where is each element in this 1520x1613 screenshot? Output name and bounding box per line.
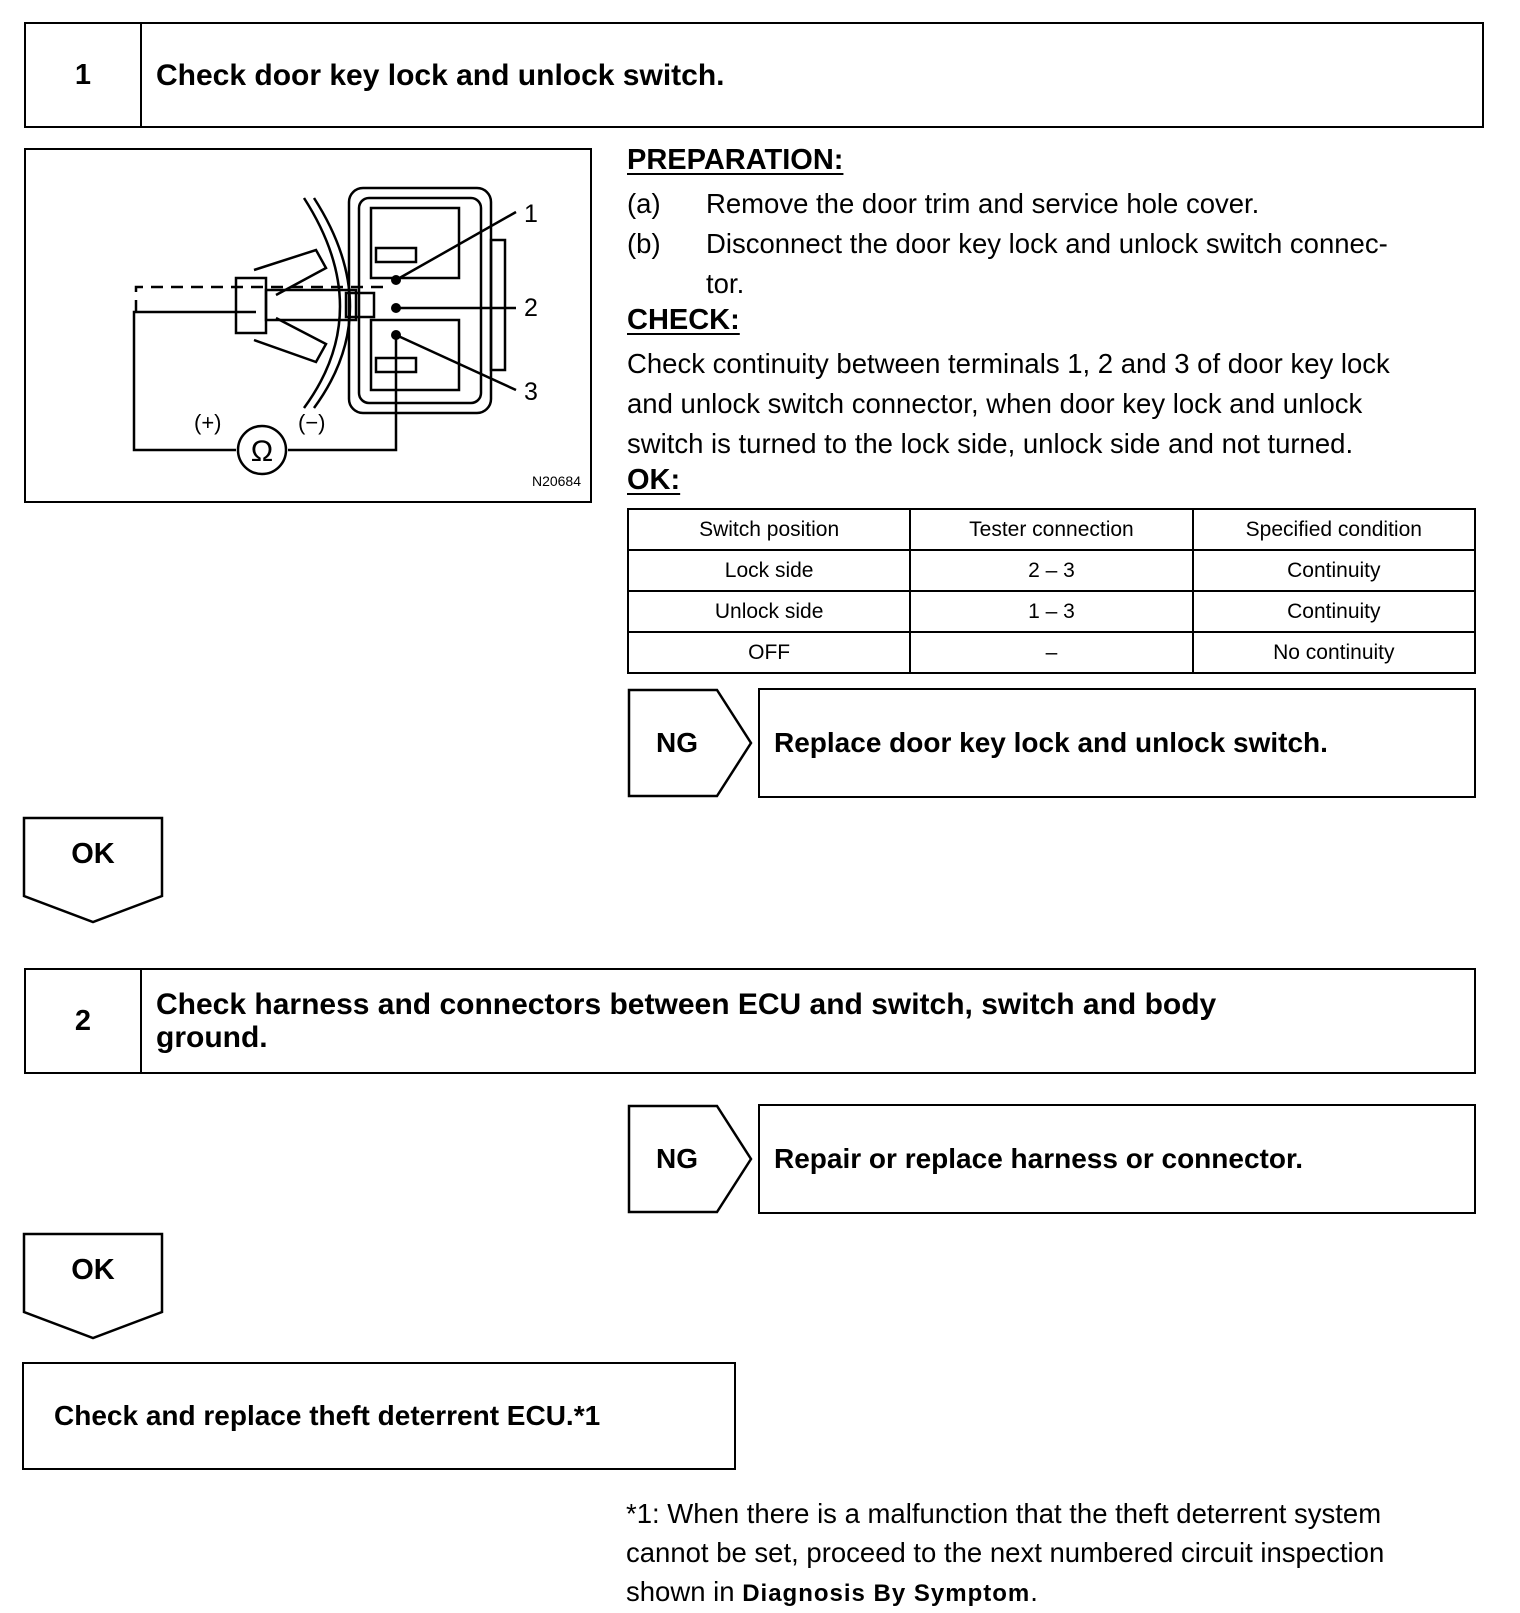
table-cell: – — [910, 632, 1192, 673]
terminal-label-2: 2 — [524, 294, 538, 322]
table-header: Switch position — [628, 509, 910, 550]
table-header: Specified condition — [1193, 509, 1475, 550]
ohm-symbol: Ω — [250, 435, 274, 468]
plus-label: (+) — [194, 410, 222, 435]
ok-arrow-shape — [22, 816, 164, 926]
ng-1-action: Replace door key lock and unlock switch. — [758, 688, 1476, 798]
prep-item-b-marker: (b) — [627, 228, 661, 259]
ok-1-label: OK — [71, 838, 115, 870]
terminal-label-3: 3 — [524, 378, 538, 406]
step-1-number: 1 — [26, 24, 142, 126]
minus-label: (−) — [298, 410, 326, 435]
table-row — [628, 550, 1475, 591]
check-text-line-3: switch is turned to the lock side, unlock side and not turned. — [627, 428, 1354, 459]
check-heading: CHECK: — [627, 304, 740, 336]
footnote-line-3-suffix: . — [1030, 1576, 1038, 1607]
step-2-title — [156, 970, 1454, 1072]
prep-item-b-text-2: tor. — [706, 268, 745, 299]
ng-1-label: NG — [656, 727, 698, 758]
prep-item-a-marker: (a) — [627, 188, 661, 219]
check-text-line-2: and unlock switch connector, when door key lock and unlock — [627, 388, 1363, 419]
footnote-line-1: *1: When there is a malfunction that the theft deterrent system — [626, 1498, 1382, 1529]
ok-1-tab — [22, 816, 164, 926]
table-header: Tester connection — [910, 509, 1192, 550]
ng-1-tab — [627, 688, 755, 798]
table-cell: OFF — [628, 632, 910, 673]
check-text-line-1: Check continuity between terminals 1, 2 and 3 of door key lock — [627, 348, 1390, 379]
table-cell: 2 – 3 — [910, 550, 1192, 591]
table-row — [628, 632, 1475, 673]
table-cell: Lock side — [628, 550, 910, 591]
step-2-title-line-2: ground. — [156, 1021, 268, 1054]
ok-2-tab — [22, 1232, 164, 1342]
step-1-title: Check door key lock and unlock switch. — [156, 58, 725, 92]
table-row — [628, 591, 1475, 632]
prep-item-b-text-1: Disconnect the door key lock and unlock switch connec- — [706, 228, 1388, 259]
final-action-box: Check and replace theft deterrent ECU.*1 — [22, 1362, 736, 1470]
figure-code: N20684 — [531, 473, 581, 489]
preparation-heading: PREPARATION: — [627, 144, 844, 176]
diagnosis-by-symptom-ref: Diagnosis By Symptom — [742, 1580, 1031, 1607]
table-cell: 1 – 3 — [910, 591, 1192, 632]
ng-2-action: Repair or replace harness or connector. — [758, 1104, 1476, 1214]
footnote-line-2: cannot be set, proceed to the next numbered circuit inspection — [626, 1537, 1385, 1568]
prep-item-a-text: Remove the door trim and service hole cover. — [706, 188, 1260, 219]
ok-arrow-shape — [22, 1232, 164, 1342]
table-header-row — [628, 509, 1475, 550]
table-cell: Unlock side — [628, 591, 910, 632]
step-2-number: 2 — [26, 970, 142, 1072]
footnote-line-3 — [626, 1572, 1038, 1613]
table-cell: Continuity — [1193, 591, 1475, 632]
step-2-title-line-1: Check harness and connectors between ECU and switch, switch and body — [156, 988, 1217, 1021]
ng-2-label: NG — [656, 1143, 698, 1174]
ok-spec-heading: OK: — [627, 464, 681, 496]
step-1-box — [24, 22, 1484, 128]
footnote-line-3-prefix: shown in — [626, 1576, 735, 1607]
spec-table — [627, 508, 1476, 674]
table-cell: Continuity — [1193, 550, 1475, 591]
ok-2-label: OK — [71, 1254, 115, 1286]
table-cell: No continuity — [1193, 632, 1475, 673]
ng-2-tab — [627, 1104, 755, 1214]
terminal-label-1: 1 — [524, 200, 538, 228]
step-2-box — [24, 968, 1476, 1074]
connector-diagram — [24, 148, 592, 503]
connector-illustration — [26, 150, 590, 501]
